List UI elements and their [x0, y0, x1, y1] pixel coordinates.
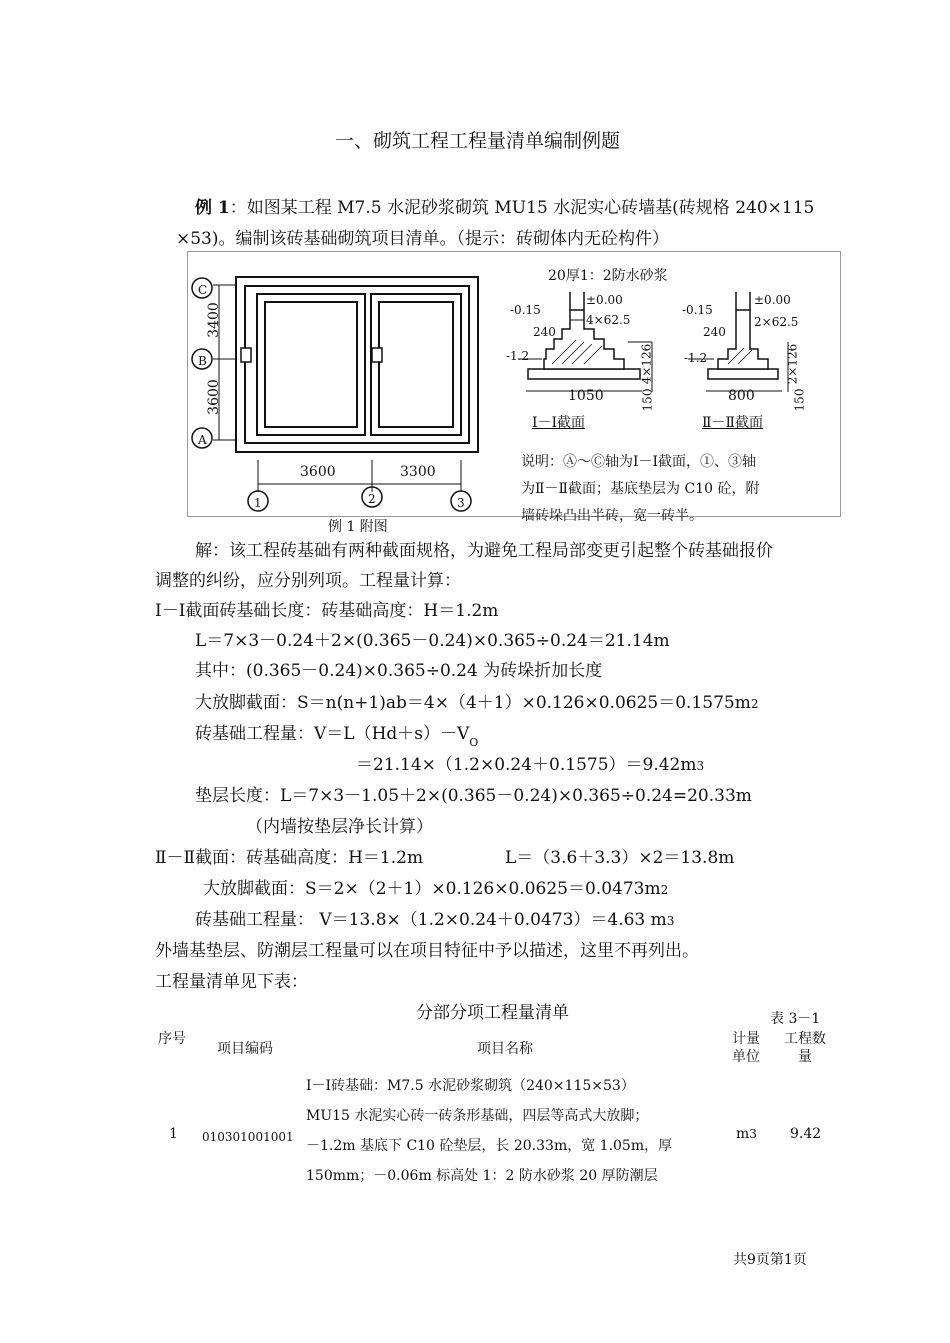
- solution-line-7-text: 砖基础工程量：V＝L（Hd＋s）－V: [195, 724, 470, 744]
- solution-line-2: 调整的纠纷，应分别列项。工程量计算：: [155, 571, 461, 591]
- axis-label-1: 1: [254, 496, 262, 510]
- figure-box: [187, 251, 841, 524]
- solution-line-6-sup: 2: [750, 697, 759, 711]
- solution-line-8-text: ＝21.14×（1.2×0.24＋0.1575）＝9.42m: [356, 755, 697, 775]
- header-seq: 序号: [158, 1031, 186, 1047]
- solution-line-7-sub: O: [469, 736, 479, 750]
- example-label: 例 1: [195, 198, 230, 218]
- figure-note-line-3: 墙砖垛凸出半砖，宽一砖半。: [521, 508, 703, 524]
- solution-line-10: （内墙按垫层净长计算）: [246, 817, 433, 837]
- section-2-240: 240: [703, 325, 726, 339]
- section-2-label: Ⅱ－Ⅱ截面: [702, 415, 764, 431]
- header-code: 项目编码: [217, 1041, 273, 1057]
- section-1-width: 1050: [568, 388, 604, 404]
- section-2-level-top: ±0.00: [754, 293, 791, 307]
- axis-label-a: A: [198, 433, 207, 447]
- section-1-level-a: -0.15: [510, 303, 541, 317]
- row-1-qty: 9.42: [790, 1126, 822, 1142]
- section-1-note: 20厚1：2防水砂浆: [548, 268, 668, 284]
- section-2-level-b: -1.2: [684, 351, 708, 365]
- solution-line-8: [356, 755, 704, 776]
- section-1-step: 4×62.5: [586, 313, 631, 327]
- solution-line-4: L＝7×3－0.24＋2×(0.365－0.24)×0.365÷0.24＝21.14m: [195, 631, 670, 651]
- section-2-width: 800: [728, 388, 755, 404]
- section-1-label: Ⅰ－Ⅰ截面: [532, 415, 586, 431]
- example-text: ：如图某工程 M7.5 水泥砂浆砌筑 MU15 水泥实心砖墙基(砖规格 240×115: [229, 198, 815, 218]
- section-1-thick: 150: [640, 388, 655, 412]
- axis-label-3: 3: [457, 496, 465, 510]
- solution-line-15: 工程量清单见下表：: [155, 972, 308, 992]
- page-footer: 共9页第1页: [733, 1252, 807, 1268]
- solution-line-9: 垫层长度：L＝7×3－1.05＋2×(0.365－0.24)×0.365÷0.24=20.33m: [195, 786, 752, 806]
- solution-line-13: [195, 910, 674, 931]
- example-line-1: [195, 198, 814, 218]
- row-1-unit: [736, 1124, 757, 1144]
- section-2-height: 2×126: [785, 343, 800, 385]
- solution-line-5: 其中：(0.365－0.24)×0.365÷0.24 为砖垛折加长度: [195, 661, 603, 681]
- section-1-240: 240: [533, 325, 556, 339]
- solution-line-11b: L＝（3.6＋3.3）×2＝13.8m: [505, 848, 735, 868]
- solution-line-13-text: 砖基础工程量： V＝13.8×（1.2×0.24＋0.0473）＝4.63 m: [195, 910, 667, 930]
- row-1-unit-sup: 3: [749, 1127, 757, 1141]
- solution-line-7: [195, 724, 478, 750]
- example-line-2: ×53)。编制该砖基础砌筑项目清单。（提示：砖砌体内无砼构件）: [176, 229, 670, 249]
- solution-line-12-text: 大放脚截面：S＝2×（2＋1）×0.126×0.0625＝0.0473m: [203, 879, 661, 899]
- axis-label-2: 2: [368, 492, 376, 506]
- solution-line-12-sup: 2: [660, 883, 669, 897]
- figure-note-line-1: 说明：Ⓐ～Ⓒ轴为Ⅰ－Ⅰ截面，①、③轴: [521, 454, 757, 470]
- solution-line-13-sup: 3: [666, 914, 675, 928]
- row-1-seq: 1: [169, 1126, 178, 1142]
- solution-line-6: [195, 693, 758, 714]
- row-1-unit-text: m: [736, 1126, 750, 1142]
- dim-left-3400: 3400: [205, 302, 222, 338]
- figure-note-line-2: 为Ⅱ－Ⅱ截面；基底垫层为 C10 砼，附: [521, 481, 760, 497]
- section-1-level-top: ±0.00: [586, 293, 623, 307]
- table-caption: 分部分项工程量清单: [416, 1003, 569, 1023]
- row-1-name-line-2: MU15 水泥实心砖一砖条形基础，四层等高式大放脚；: [306, 1108, 649, 1124]
- solution-line-1: 解：该工程砖基础有两种截面规格，为避免工程局部变更引起整个砖基础报价: [195, 541, 773, 561]
- axis-label-b: B: [198, 354, 207, 368]
- solution-line-14: 外墙基垫层、防潮层工程量可以在项目特征中予以描述，这里不再列出。: [155, 941, 699, 961]
- axis-label-c: C: [198, 283, 208, 297]
- dim-left-3600: 3600: [205, 379, 222, 415]
- solution-line-8-sup: 3: [696, 759, 705, 773]
- solution-line-3: Ⅰ－Ⅰ截面砖基础长度：砖基础高度：H＝1.2m: [155, 601, 499, 621]
- solution-line-11a: Ⅱ－Ⅱ截面：砖基础高度：H＝1.2m: [155, 848, 424, 868]
- solution-line-12: [203, 879, 668, 900]
- row-1-name-line-4: 150mm；－0.06m 标高处 1：2 防水砂浆 20 厚防潮层: [306, 1168, 658, 1184]
- row-1-name-line-1: Ⅰ－Ⅰ砖基础：M7.5 水泥砂浆砌筑（240×115×53）: [306, 1078, 635, 1094]
- header-name: 项目名称: [477, 1041, 533, 1057]
- row-1-name-line-3: －1.2m 基底下 C10 砼垫层，长 20.33m，宽 1.05m，厚: [306, 1138, 673, 1154]
- solution-line-6-text: 大放脚截面：S＝n(n+1)ab＝4×（4＋1）×0.126×0.0625＝0.1575m: [195, 693, 751, 713]
- section-2-thick: 150: [792, 388, 807, 412]
- header-qty: 工程数量: [784, 1031, 826, 1065]
- dim-bottom-3600: 3600: [300, 464, 336, 480]
- table-number: 表 3－1: [770, 1011, 821, 1027]
- row-1-code: 010301001001: [202, 1130, 294, 1144]
- figure-caption: 例 1 附图: [328, 519, 388, 535]
- section-2-level-a: -0.15: [682, 303, 713, 317]
- section-2-step: 2×62.5: [754, 315, 799, 329]
- figure-drawing: [188, 252, 840, 516]
- section-1-height: 4×126: [639, 343, 654, 385]
- section-1-level-b: -1.2: [506, 349, 530, 363]
- page-title: 一、砌筑工程工程量清单编制例题: [335, 130, 621, 152]
- dim-bottom-3300: 3300: [400, 464, 436, 480]
- header-unit: 计量单位: [732, 1031, 760, 1065]
